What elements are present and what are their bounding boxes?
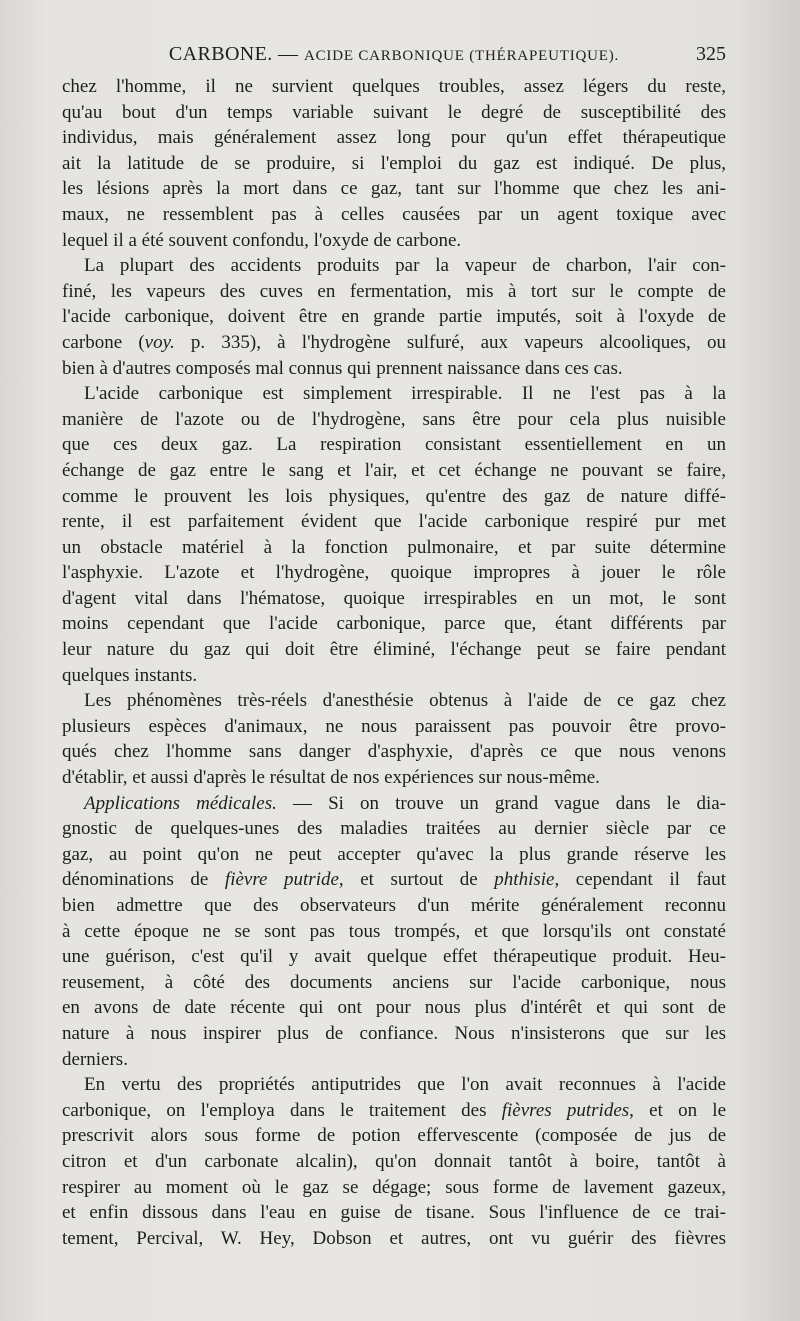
text-line — [62, 1226, 726, 1252]
text-segment: prescrivit alors sous forme de potion effervescente (composée de jus de — [62, 1125, 726, 1147]
text-segment: lequel il a été souvent confondu, l'oxyde de carbone. — [62, 229, 462, 251]
text-segment: plusieurs espèces d'animaux, ne nous paraissent pas pouvoir être provo- — [62, 715, 726, 737]
text-line — [62, 407, 726, 433]
text-line — [62, 202, 726, 228]
text-segment: bien admettre que des observateurs d'un mérite généralement reconnu — [62, 895, 726, 916]
text-segment: d'établir, et aussi d'après le résultat de nos expériences sur nous-même. — [62, 767, 600, 789]
text-segment: leur nature du gaz qui doit être éliminé, l'échange peut se faire pendant — [62, 639, 726, 661]
text-line — [62, 1149, 726, 1175]
text-segment: moins cependant que l'acide carbonique, parce que, étant différents par — [62, 613, 726, 635]
text-segment: qués chez l'homme sans danger d'asphyxie, d'après ce que nous venons — [62, 741, 726, 763]
italic-text: voy. — [144, 331, 175, 353]
text-line — [62, 151, 726, 177]
text-line — [62, 1175, 726, 1201]
italic-text: phthisie — [494, 869, 555, 891]
text-line — [62, 893, 726, 919]
text-segment: échange de gaz entre le sang et l'air, et cet échange ne pouvant se faire, — [62, 459, 726, 481]
text-segment: et enfin dissous dans l'eau en guise de tisane. Sous l'influence de ce trai- — [62, 1202, 726, 1224]
text-segment: quelques instants. — [62, 664, 198, 686]
text-line — [62, 535, 726, 561]
text-segment: La plupart des accidents produits par la vapeur de charbon, l'air con- — [84, 255, 726, 277]
text-segment: respirer au moment où le gaz se dégage; sous forme de lavement gazeux, — [62, 1176, 726, 1198]
text-line — [62, 484, 726, 510]
text-segment: en avons de date récente qui ont pour nous plus d'intérêt et qui sont de — [62, 997, 726, 1019]
text-segment: carbonique, on l'employa dans le traitement des — [62, 1099, 502, 1121]
text-line — [62, 1098, 726, 1124]
text-segment: tement, Percival, W. Hey, Dobson et autres, ont vu guérir des fièvres — [62, 1227, 726, 1249]
text-line — [62, 970, 726, 996]
text-segment: finé, les vapeurs des cuves en fermentation, mis à tort sur le compte de — [62, 280, 726, 302]
text-segment: ait la latitude de se produire, si l'emploi du gaz est indiqué. De plus, — [62, 152, 726, 174]
text-segment: comme le prouvent les lois physiques, qu'entre des gaz de nature diffé- — [62, 485, 726, 507]
text-segment: bien à d'autres composés mal connus qui prennent naissance dans ces cas. — [62, 357, 623, 379]
running-title — [60, 38, 728, 72]
text-segment: dénominations de — [62, 869, 225, 891]
text-line — [62, 867, 726, 893]
italic-text: fièvre putride — [224, 869, 339, 891]
text-line — [62, 816, 726, 842]
text-segment: manière de l'azote ou de l'hydrogène, sans être pour cela plus nuisible — [62, 408, 726, 430]
text-line — [62, 509, 726, 535]
text-segment: une guérison, c'est qu'il y avait quelque effet thérapeutique produit. Heu- — [62, 946, 726, 968]
text-line — [62, 458, 726, 484]
text-segment: rente, il est parfaitement évident que l'acide carbonique respiré pur met — [62, 511, 726, 533]
text-segment: maux, ne ressemblent pas à celles causées par un agent toxique avec — [62, 203, 726, 225]
text-segment: les lésions après la mort dans ce gaz, tant sur l'homme que chez les ani- — [62, 178, 726, 200]
text-line — [62, 176, 726, 202]
text-line — [62, 330, 726, 356]
text-segment: citron et d'un carbonate alcalin), qu'on donnait tantôt à boire, tantôt à — [62, 1150, 726, 1172]
text-line — [62, 637, 726, 663]
text-segment: l'acide carbonique, doivent être en grande partie imputés, soit à l'oxyde de — [62, 306, 726, 328]
text-segment: à cette époque ne se sont pas tous trompés, et que lorsqu'ils ont constaté — [62, 920, 726, 942]
text-line — [62, 944, 726, 970]
text-line — [62, 356, 726, 382]
text-line — [62, 1072, 726, 1098]
text-segment: chez l'homme, il ne survient quelques troubles, assez légers du reste, — [62, 76, 726, 97]
text-segment: En vertu des propriétés antiputrides que l'on avait reconnues à l'acide — [84, 1074, 726, 1096]
text-line — [62, 688, 726, 714]
text-line — [62, 765, 726, 791]
text-line — [62, 100, 726, 126]
text-line — [62, 714, 726, 740]
text-segment: que ces deux gaz. La respiration consistant essentiellement en un — [62, 434, 726, 456]
italic-text: Applications médicales. — [84, 792, 277, 814]
text-segment: l'asphyxie. L'azote et l'hydrogène, quoique impropres à jouer le rôle — [62, 562, 726, 584]
text-segment: L'acide carbonique est simplement irrespirable. Il ne l'est pas à la — [84, 383, 726, 405]
text-line — [62, 125, 726, 151]
text-line — [62, 279, 726, 305]
text-line — [62, 74, 726, 100]
body-text — [62, 74, 726, 1251]
text-segment: d'agent vital dans l'hématose, quoique irrespirables en un mot, le sont — [62, 587, 726, 609]
text-segment: , et on le — [629, 1099, 726, 1121]
text-line — [62, 432, 726, 458]
text-segment: gnostic de quelques-unes des maladies traitées au dernier siècle par ce — [62, 818, 726, 840]
text-line — [62, 253, 726, 279]
text-segment: , et surtout de — [338, 869, 495, 891]
text-line — [62, 304, 726, 330]
text-line — [62, 1123, 726, 1149]
text-segment: carbone ( — [62, 331, 145, 353]
text-line — [62, 1047, 726, 1073]
text-segment: derniers. — [62, 1048, 128, 1070]
text-segment: nature à nous inspirer plus de confiance. Nous n'insisterons que sur les — [62, 1022, 726, 1044]
text-line — [62, 663, 726, 689]
text-segment: , cependant il faut — [554, 869, 726, 891]
running-title-main: CARBONE. — — [168, 43, 299, 65]
text-segment: qu'au bout d'un temps variable suivant le degré de susceptibilité des — [62, 101, 726, 123]
text-line — [62, 842, 726, 868]
text-line — [62, 586, 726, 612]
text-line — [62, 995, 726, 1021]
text-line — [62, 919, 726, 945]
text-segment: gaz, au point qu'on ne peut accepter qu'avec la plus grande réserve les — [62, 843, 726, 865]
text-segment: reusement, à côté des documents anciens sur l'acide carbonique, nous — [62, 971, 726, 993]
text-line — [62, 560, 726, 586]
text-line — [62, 381, 726, 407]
text-line — [62, 739, 726, 765]
text-segment: Les phénomènes très-réels d'anesthésie obtenus à l'aide de ce gaz chez — [84, 690, 726, 712]
page-number: 325 — [696, 43, 726, 65]
text-line — [62, 228, 726, 254]
text-line — [62, 611, 726, 637]
text-segment: p. 335), à l'hydrogène sulfuré, aux vapeurs alcooliques, ou — [174, 331, 726, 353]
running-header — [60, 38, 728, 70]
text-line — [62, 1200, 726, 1226]
italic-text: fièvres putrides — [501, 1099, 630, 1121]
text-segment: un obstacle matériel à la fonction pulmonaire, et par suite détermine — [62, 536, 726, 558]
running-title-sub: ACIDE CARBONIQUE (THÉRAPEUTIQUE). — [303, 48, 620, 64]
text-line — [62, 1021, 726, 1047]
text-segment: — Si on trouve un grand vague dans le dia- — [276, 792, 726, 814]
text-segment: individus, mais généralement assez long pour qu'un effet thérapeutique — [62, 127, 726, 149]
text-line — [62, 791, 726, 817]
